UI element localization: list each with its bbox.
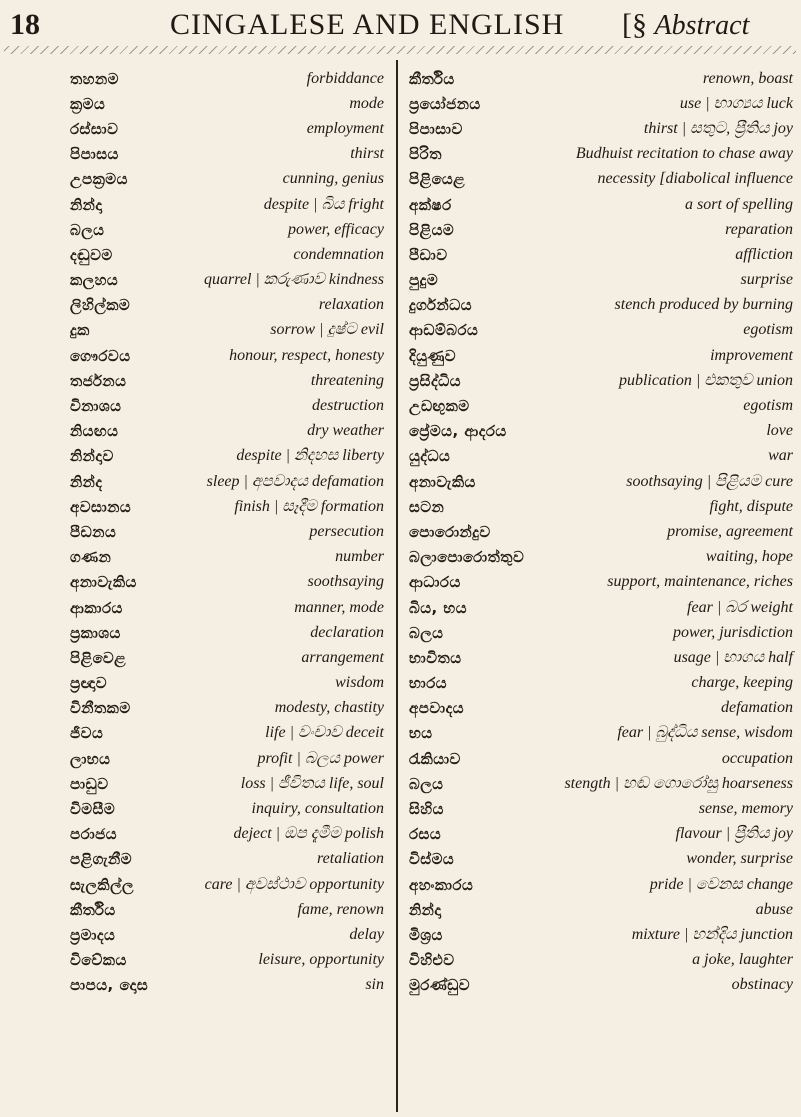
vocab-entry <box>70 268 384 293</box>
sinhala-term: පළිගැනීම <box>70 850 132 869</box>
vocab-entry <box>70 293 384 318</box>
sinhala-term: රැකියාව <box>409 749 461 768</box>
vocab-entry <box>70 519 384 544</box>
sinhala-term: පීඩාව <box>409 245 448 264</box>
vocab-entry <box>70 897 384 922</box>
english-gloss: power, efficacy <box>288 220 384 238</box>
english-gloss: charge, keeping <box>691 674 793 692</box>
vocab-entry <box>409 973 793 998</box>
vocab-entry <box>409 66 793 91</box>
vocab-entry <box>409 696 793 721</box>
english-gloss: Budhuist recitation to chase away <box>575 145 793 163</box>
vocab-entry <box>409 91 793 116</box>
sinhala-term: භාරය <box>409 674 448 693</box>
sinhala-term: රස්සාව <box>70 119 119 138</box>
vocab-entry <box>409 545 793 570</box>
vocab-entry <box>409 242 793 267</box>
vocab-entry <box>70 696 384 721</box>
english-gloss: affliction <box>735 245 793 263</box>
header-ornament-rule <box>4 46 796 54</box>
english-gloss: abuse <box>755 900 793 918</box>
sinhala-term: ප්‍රකාශය <box>70 623 121 642</box>
vocab-entry <box>409 822 793 847</box>
vocab-entry <box>70 393 384 418</box>
vocab-entry <box>70 847 384 872</box>
vocab-entry <box>70 91 384 116</box>
sinhala-term: භාවිතය <box>409 648 462 667</box>
english-gloss: reparation <box>725 220 793 238</box>
vocab-entry <box>409 368 793 393</box>
section-mark: [§ <box>622 8 647 41</box>
vocab-entry <box>409 318 793 343</box>
sinhala-term: විනීතකම <box>70 699 131 718</box>
vocab-entry <box>70 368 384 393</box>
vocab-entry <box>409 116 793 141</box>
english-gloss: a joke, laughter <box>692 951 793 969</box>
vocab-entry <box>409 570 793 595</box>
english-gloss: thirst | සතුට, ප්‍රීතිය joy <box>643 119 793 137</box>
english-gloss: egotism <box>743 321 793 339</box>
vocab-entry <box>70 771 384 796</box>
vocab-entry <box>70 595 384 620</box>
vocab-entry <box>409 796 793 821</box>
sinhala-term: නින්දා <box>70 195 103 214</box>
page-header <box>0 0 801 52</box>
english-gloss: support, maintenance, riches <box>607 573 793 591</box>
sinhala-term: අනාවැකිය <box>409 472 476 491</box>
sinhala-term: ලිහිල්කම <box>70 296 131 315</box>
sinhala-term: රසය <box>409 825 442 844</box>
vocab-entry <box>409 469 793 494</box>
vocab-entry <box>70 948 384 973</box>
english-gloss: publication | එකතුව union <box>618 371 793 389</box>
vocab-entry <box>409 519 793 544</box>
english-gloss: finish | සෑදීම formation <box>234 497 384 515</box>
english-gloss: flavour | ප්‍රීතිය joy <box>675 825 793 843</box>
sinhala-term: තර්ජනය <box>70 371 127 390</box>
english-gloss: mixture | හන්දිය junction <box>631 925 793 943</box>
vocab-entry <box>70 872 384 897</box>
english-gloss: a sort of spelling <box>684 195 793 213</box>
english-gloss: obstinacy <box>731 976 793 994</box>
english-gloss: loss | ජීවිතය life, soul <box>240 774 384 792</box>
english-gloss: delay <box>349 925 384 943</box>
vocab-entry <box>70 746 384 771</box>
sinhala-term: අනාවැකිය <box>70 573 137 592</box>
english-gloss: waiting, hope <box>705 548 793 566</box>
english-gloss: manner, mode <box>294 598 384 616</box>
sinhala-term: නින්දාව <box>70 447 114 466</box>
english-gloss: fear | බුද්ධිය sense, wisdom <box>617 724 793 742</box>
sinhala-term: ප්‍රේමය, ආදරය <box>409 422 507 441</box>
english-gloss: pride | වෙනස change <box>649 875 793 893</box>
sinhala-term: ක්‍රමය <box>70 94 106 113</box>
english-gloss: occupation <box>721 749 793 767</box>
sinhala-term: නින්දා <box>409 900 442 919</box>
vocab-entry <box>70 192 384 217</box>
english-gloss: quarrel | කරුණාව kindness <box>203 271 384 289</box>
english-gloss: despite | බිය fright <box>263 195 384 213</box>
vocab-entry <box>409 142 793 167</box>
sinhala-term: ලාභය <box>70 749 111 768</box>
sinhala-term: ප්‍රමාදය <box>70 925 116 944</box>
sinhala-term: බලාපොරොත්තුව <box>409 548 525 567</box>
sinhala-term: පරාජය <box>70 825 118 844</box>
sinhala-term: කීර්තිය <box>70 900 116 919</box>
vocab-entry <box>70 242 384 267</box>
english-gloss: declaration <box>310 623 384 641</box>
sinhala-term: ආධාරය <box>409 573 461 592</box>
english-gloss: love <box>766 422 793 440</box>
sinhala-term: ප්‍රඥාව <box>70 674 107 693</box>
vocab-entry <box>70 318 384 343</box>
sinhala-term: දුක <box>70 321 90 340</box>
sinhala-term: යුද්ධය <box>409 447 451 466</box>
english-gloss: relaxation <box>318 296 384 314</box>
vocab-entry <box>409 419 793 444</box>
right-column <box>409 66 793 998</box>
vocab-entry <box>409 217 793 242</box>
english-gloss: usage | භාගය half <box>673 648 793 666</box>
english-gloss: care | අවස්ථාව opportunity <box>204 875 384 893</box>
section-heading <box>622 8 749 42</box>
sinhala-term: දුර්ගන්ධය <box>409 296 473 315</box>
english-gloss: surprise <box>740 271 793 289</box>
vocab-entry <box>409 645 793 670</box>
sinhala-term: පිළිවෙළ <box>70 648 127 667</box>
sinhala-term: දියුණුව <box>409 346 457 365</box>
sinhala-term: නින්ද <box>70 472 103 491</box>
vocab-entry <box>70 922 384 947</box>
vocab-entry <box>70 570 384 595</box>
english-gloss: dry weather <box>307 422 384 440</box>
english-gloss: threatening <box>310 371 384 389</box>
vocab-entry <box>409 897 793 922</box>
sinhala-term: කලහය <box>70 271 119 290</box>
english-gloss: inquiry, consultation <box>251 800 384 818</box>
sinhala-term: විවේකය <box>70 951 127 970</box>
sinhala-term: බලය <box>70 220 105 239</box>
vocab-entry <box>70 721 384 746</box>
english-gloss: war <box>768 447 793 465</box>
sinhala-term: අහංකාරය <box>409 875 474 894</box>
vocab-entry <box>70 645 384 670</box>
left-column <box>70 66 384 998</box>
sinhala-term: අපවාදය <box>409 699 465 718</box>
sinhala-term: ප්‍රයෝජනය <box>409 94 481 113</box>
sinhala-term: භය <box>409 724 433 743</box>
page-number: 18 <box>10 8 40 41</box>
sinhala-term: ගෞරවය <box>70 346 131 365</box>
vocab-entry <box>70 116 384 141</box>
sinhala-term: පිරිත <box>409 145 442 164</box>
vocab-entry <box>70 66 384 91</box>
english-gloss: retaliation <box>317 850 384 868</box>
sinhala-term: පාඩුව <box>70 774 109 793</box>
sinhala-term: විස්මය <box>409 850 455 869</box>
english-gloss: life | වංචාව deceit <box>265 724 384 742</box>
sinhala-term: පිළියම <box>409 220 455 239</box>
sinhala-term: තහනම <box>70 69 119 88</box>
sinhala-term: විනාශය <box>70 397 122 416</box>
english-gloss: fame, renown <box>297 900 384 918</box>
english-gloss: destruction <box>312 397 384 415</box>
english-gloss: employment <box>306 119 384 137</box>
vocab-entry <box>409 192 793 217</box>
vocab-entry <box>409 746 793 771</box>
english-gloss: despite | නිදහස liberty <box>236 447 384 465</box>
sinhala-term: පුදුම <box>409 271 439 290</box>
english-gloss: promise, agreement <box>667 522 793 540</box>
sinhala-term: මුරණ්ඩුව <box>409 976 471 995</box>
vocab-entry <box>70 973 384 998</box>
vocab-entry <box>409 494 793 519</box>
english-gloss: deject | ඔප දැමීම polish <box>233 825 384 843</box>
sinhala-term: බලය <box>409 774 444 793</box>
english-gloss: cunning, genius <box>282 170 384 188</box>
english-gloss: sorrow | දුෂ්ට evil <box>270 321 384 339</box>
vocab-entry <box>70 796 384 821</box>
english-gloss: necessity [diabolical influence <box>597 170 793 188</box>
vocab-entry <box>409 671 793 696</box>
english-gloss: fear | බර weight <box>687 598 793 616</box>
sinhala-term: පොරොන්දුව <box>409 522 491 541</box>
english-gloss: persecution <box>309 522 384 540</box>
sinhala-term: විමසීම <box>70 800 116 819</box>
english-gloss: soothsaying <box>307 573 384 591</box>
sinhala-term: උපක්‍රමය <box>70 170 128 189</box>
sinhala-term: සැලකිල්ල <box>70 875 134 894</box>
english-gloss: defamation <box>721 699 793 717</box>
sinhala-term: පාපය, දොස <box>70 976 149 995</box>
vocab-entry <box>70 419 384 444</box>
vocab-entry <box>70 494 384 519</box>
sinhala-term: පිපාසය <box>70 145 119 164</box>
sinhala-term: අවසානය <box>70 497 132 516</box>
section-title: Abstract <box>654 10 750 41</box>
sinhala-term: සටන <box>409 497 445 516</box>
english-gloss: improvement <box>710 346 793 364</box>
sinhala-term: උඩඟුකම <box>409 397 470 416</box>
english-gloss: condemnation <box>293 245 384 263</box>
english-gloss: wisdom <box>335 674 384 692</box>
vocab-entry <box>70 343 384 368</box>
english-gloss: honour, respect, honesty <box>229 346 384 364</box>
vocab-entry <box>70 620 384 645</box>
english-gloss: soothsaying | පිළියම cure <box>626 472 793 490</box>
english-gloss: sense, memory <box>698 800 793 818</box>
english-gloss: sin <box>365 976 384 994</box>
english-gloss: leisure, opportunity <box>258 951 384 969</box>
vocab-entry <box>409 444 793 469</box>
sinhala-term: කීර්තිය <box>409 69 455 88</box>
vocab-entry <box>409 595 793 620</box>
vocab-entry <box>70 142 384 167</box>
sinhala-term: ප්‍රසිද්ධිය <box>409 371 462 390</box>
sinhala-term: ගණන <box>70 548 112 567</box>
vocab-entry <box>409 922 793 947</box>
english-gloss: modesty, chastity <box>274 699 384 717</box>
sinhala-term: ආඩම්බරය <box>409 321 479 340</box>
sinhala-term: පිපාසාව <box>409 119 463 138</box>
vocab-entry <box>70 469 384 494</box>
sinhala-term: බිය, භය <box>409 598 468 617</box>
sinhala-term: මිශ්‍රය <box>409 925 443 944</box>
running-title: CINGALESE AND ENGLISH <box>170 8 565 41</box>
vocab-entry <box>70 167 384 192</box>
english-gloss: fight, dispute <box>709 497 793 515</box>
sinhala-term: බලය <box>409 623 444 642</box>
english-gloss: arrangement <box>301 648 384 666</box>
sinhala-term: නියඟය <box>70 422 119 441</box>
vocab-entry <box>409 620 793 645</box>
english-gloss: egotism <box>743 397 793 415</box>
english-gloss: wonder, surprise <box>686 850 793 868</box>
vocab-entry <box>409 847 793 872</box>
sinhala-term: ජීවය <box>70 724 104 743</box>
column-divider <box>396 60 398 1112</box>
english-gloss: forbiddance <box>306 69 384 87</box>
vocab-entry <box>409 293 793 318</box>
english-gloss: stength | හඬ ගොරෝසු hoarseness <box>564 774 793 792</box>
english-gloss: sleep | අපවාදය defamation <box>206 472 384 490</box>
vocab-entry <box>70 444 384 469</box>
sinhala-term: අක්ෂර <box>409 195 452 214</box>
sinhala-term: විහිළුව <box>409 951 455 970</box>
vocab-entry <box>70 545 384 570</box>
vocab-entry <box>409 393 793 418</box>
english-gloss: thirst <box>350 145 384 163</box>
vocab-entry <box>409 268 793 293</box>
sinhala-term: පීඩනය <box>70 522 117 541</box>
english-gloss: profit | බලය power <box>257 749 384 767</box>
vocab-entry <box>409 721 793 746</box>
english-gloss: use | භාග්‍යය luck <box>679 94 793 112</box>
english-gloss: number <box>335 548 384 566</box>
vocab-entry <box>409 167 793 192</box>
sinhala-term: දඬුවම <box>70 245 113 264</box>
english-gloss: renown, boast <box>702 69 793 87</box>
english-gloss: stench produced by burning <box>614 296 793 314</box>
vocab-entry <box>70 671 384 696</box>
vocab-entry <box>409 771 793 796</box>
sinhala-term: ආකාරය <box>70 598 123 617</box>
vocab-entry <box>409 872 793 897</box>
vocab-entry <box>70 822 384 847</box>
english-gloss: power, jurisdiction <box>672 623 793 641</box>
vocab-entry <box>70 217 384 242</box>
sinhala-term: පිළියෙළ <box>409 170 466 189</box>
vocab-entry <box>409 343 793 368</box>
vocab-entry <box>409 948 793 973</box>
english-gloss: mode <box>349 94 384 112</box>
sinhala-term: සිහිය <box>409 800 444 819</box>
